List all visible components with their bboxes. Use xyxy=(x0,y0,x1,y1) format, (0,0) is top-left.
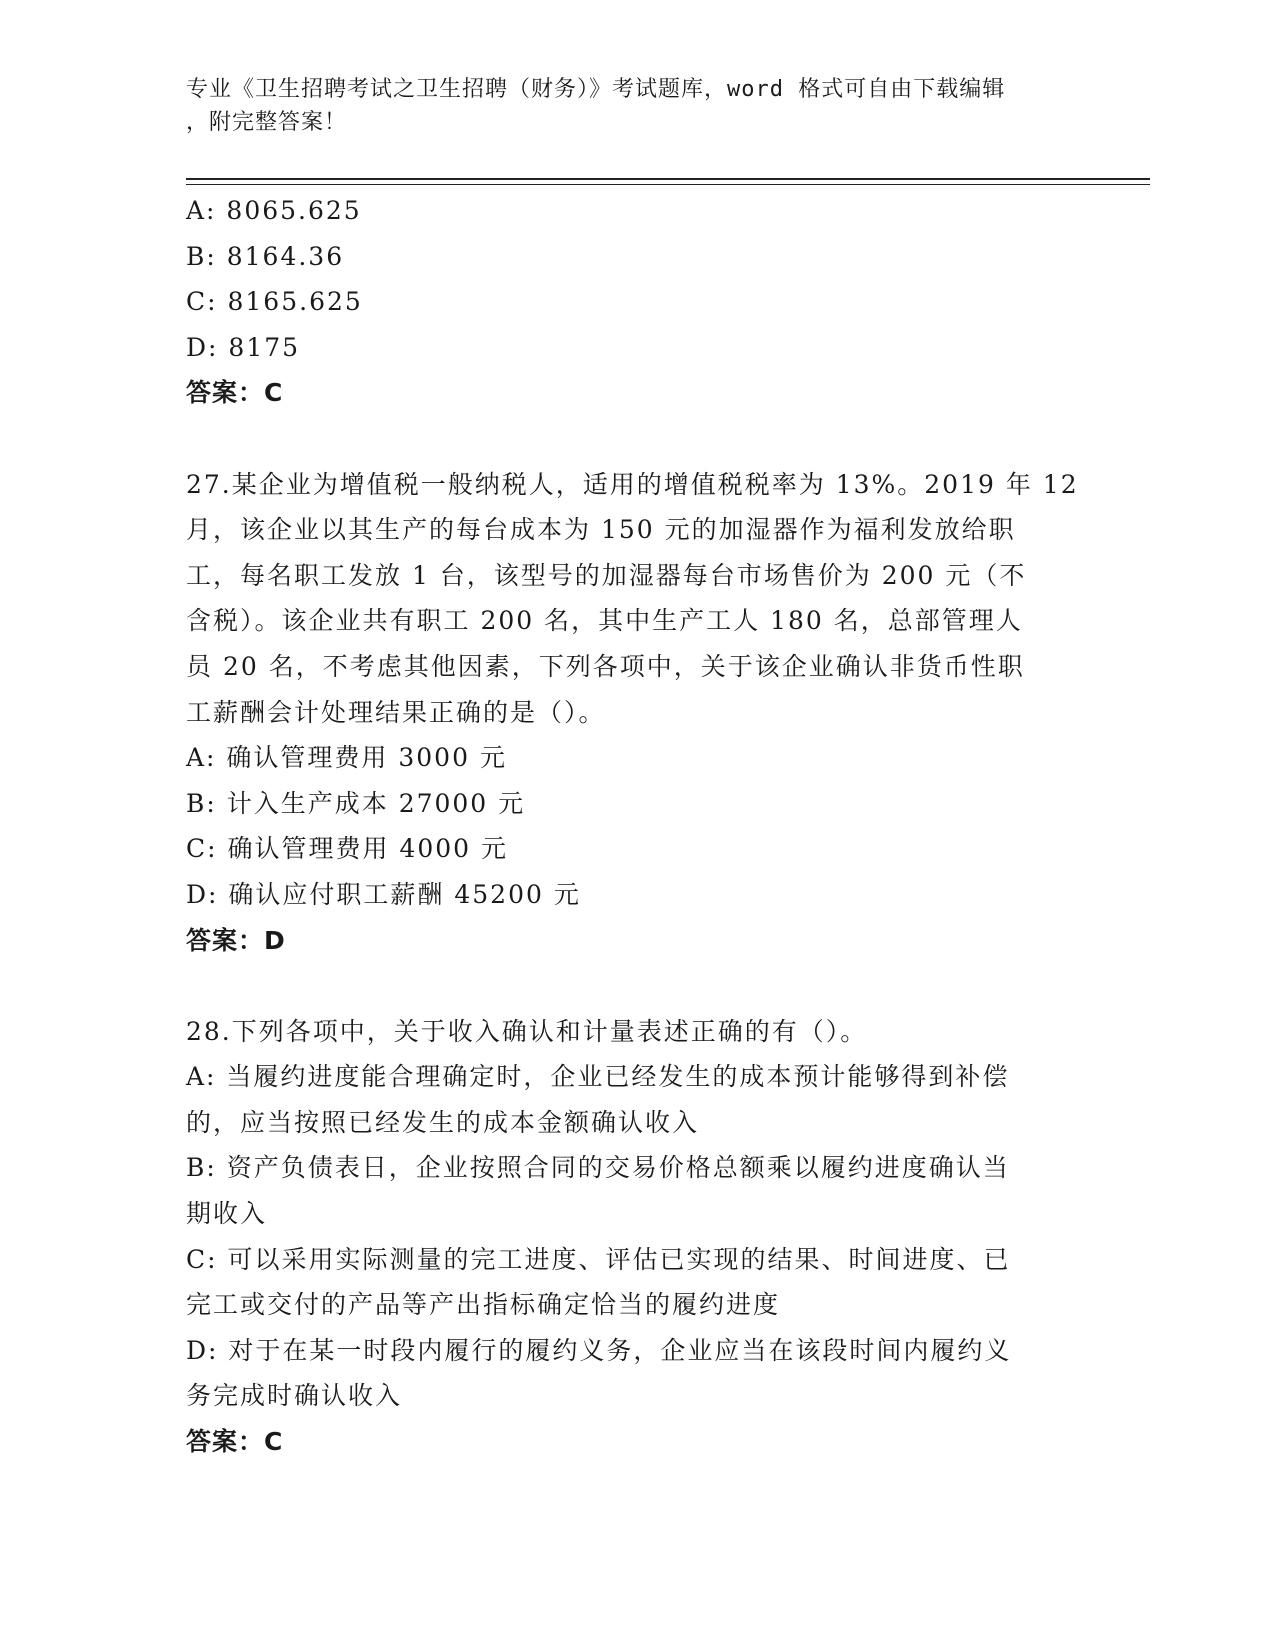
q27-option-d: D: 确认应付职工薪酬 45200 元 xyxy=(186,879,581,909)
q27-option-c: C: 确认管理费用 4000 元 xyxy=(186,834,509,864)
spacer xyxy=(186,416,1086,462)
q28-stem: 28.下列各项中，关于收入确认和计量表述正确的有（）。 xyxy=(186,1016,868,1046)
spacer xyxy=(186,963,1086,1009)
q27-stem-line: 27.某企业为增值税一般纳税人，适用的增值税税率为 13%。2019 年 12 xyxy=(186,469,1079,499)
question-28 xyxy=(186,1009,1086,1465)
q28-option-c-line: 完工或交付的产品等产出指标确定恰当的履约进度 xyxy=(186,1290,781,1320)
q28-option-c-line: C: 可以采用实际测量的完工进度、评估已实现的结果、时间进度、已 xyxy=(186,1244,1011,1274)
q26-answer: 答案：C xyxy=(186,378,284,408)
q28-option-b-line: 期收入 xyxy=(186,1199,268,1229)
q28-option-a-line: A: 当履约进度能合理确定时，企业已经发生的成本预计能够得到补偿 xyxy=(186,1062,1010,1092)
q27-option-b: B: 计入生产成本 27000 元 xyxy=(186,788,526,818)
q28-option-b-line: B: 资产负债表日，企业按照合同的交易价格总额乘以履约进度确认当 xyxy=(186,1153,1010,1183)
q27-stem-line: 月，该企业以其生产的每台成本为 150 元的加湿器作为福利发放给职 xyxy=(186,515,1016,545)
q26-option-c: C: 8165.625 xyxy=(186,287,363,317)
question-content xyxy=(186,188,1086,1465)
q27-answer: 答案：D xyxy=(186,925,286,955)
document-header xyxy=(186,73,1076,139)
header-line-2: ，附完整答案！ xyxy=(186,110,348,135)
q28-option-d-line: 务完成时确认收入 xyxy=(186,1381,403,1411)
q27-stem-line: 工，每名职工发放 1 台，该型号的加湿器每台市场售价为 200 元（不 xyxy=(186,560,1027,590)
q26-option-d: D: 8175 xyxy=(186,332,301,362)
question-27 xyxy=(186,462,1086,964)
question-26 xyxy=(186,188,1086,416)
q27-stem-line: 工薪酬会计处理结果正确的是（）。 xyxy=(186,697,606,727)
q28-answer: 答案：C xyxy=(186,1427,284,1457)
q28-option-a-line: 的，应当按照已经发生的成本金额确认收入 xyxy=(186,1107,700,1137)
header-rule-thick xyxy=(186,178,1150,180)
q27-option-a: A: 确认管理费用 3000 元 xyxy=(186,743,507,773)
q27-stem-line: 含税）。该企业共有职工 200 名，其中生产工人 180 名，总部管理人 xyxy=(186,606,1023,636)
q26-option-b: B: 8164.36 xyxy=(186,241,345,271)
q26-option-a: A: 8065.625 xyxy=(186,196,362,225)
header-rule-thin xyxy=(186,184,1150,185)
header-line-1: 专业《卫生招聘考试之卫生招聘（财务）》考试题库，word 格式可自由下载编辑 xyxy=(186,77,1006,102)
q27-stem-line: 员 20 名，不考虑其他因素，下列各项中，关于该企业确认非货币性职 xyxy=(186,651,1025,681)
q28-option-d-line: D: 对于在某一时段内履行的履约义务，企业应当在该段时间内履约义 xyxy=(186,1335,1012,1365)
